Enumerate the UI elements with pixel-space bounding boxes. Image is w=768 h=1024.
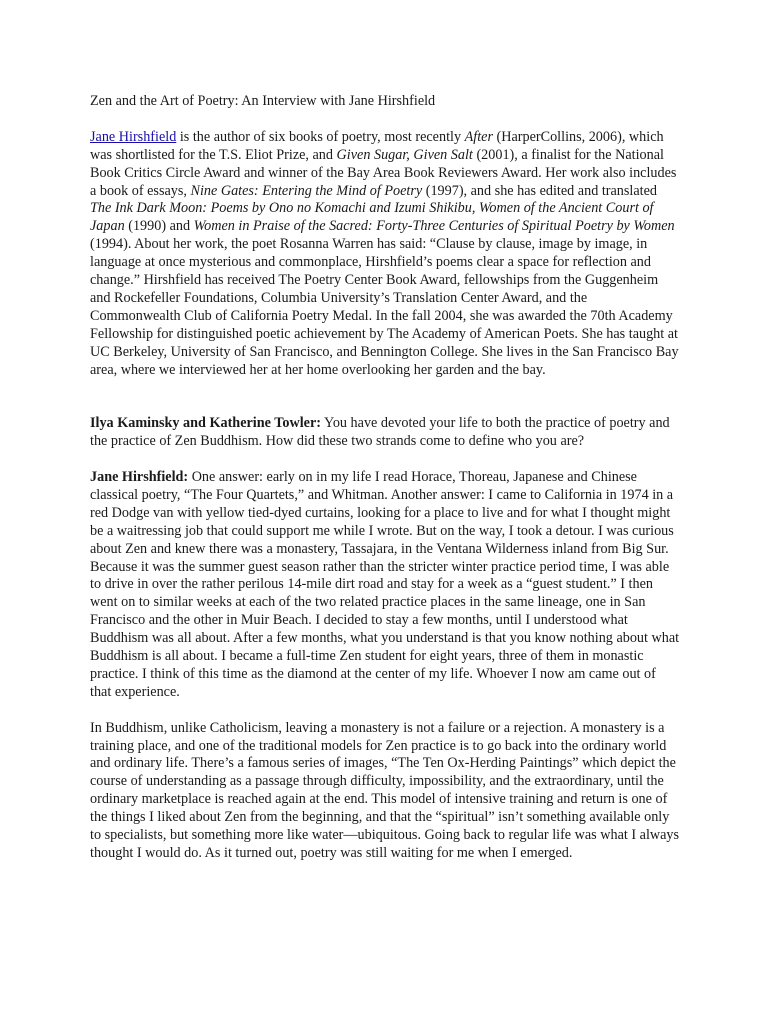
book-title-ink-dark-moon: The Ink Dark Moon: Poems by Ono no Komachi and Izumi Shikibu, Women of the Ancient Court of Japan — [90, 200, 654, 235]
bio-text-5: (1990) and — [124, 218, 194, 235]
bio-text-2: (HarperCollins, 2006), which was shortlisted for the T.S. Eliot Prize, and — [90, 128, 664, 163]
document-title: Zen and the Art of Poetry: An Interview with Jane Hirshfield — [90, 93, 436, 109]
interviewer-label: Ilya Kaminsky and Katherine Towler: — [90, 415, 321, 432]
document-body — [90, 93, 680, 881]
bio-text-3: (2001), a finalist for the National Book Critics Circle Award and winner of the Bay Area Book Reviewers Award. Her work also includes a book of essays, — [90, 146, 677, 199]
book-title-after: After — [464, 128, 493, 145]
answer-paragraph — [90, 469, 680, 702]
question-paragraph — [90, 415, 680, 451]
book-title-nine-gates: Nine Gates: Entering the Mind of Poetry — [190, 182, 423, 199]
question-text: You have devoted your life to both the practice of poetry and the practice of Zen Buddhism. How did these two strands come to define who you are? — [90, 415, 670, 450]
book-title-women-in-praise: Women in Praise of the Sacred: Forty-Three Centuries of Spiritual Poetry by Women — [193, 218, 675, 235]
bio-text-6: (1994). About her work, the poet Rosanna Warren has said: “Clause by clause, image by image, in language at once mysterious and commonplace, Hirshfield’s poems clear a space for reflection and change.” Hirshfield has received The Poetry Center Book Award, fellowships from the Guggenheim and Rockefeller Foundations, Columbia University’s Translation Center Award, and the Commonwealth Club of California Poetry Medal. In the fall 2004, she was awarded the 70th Academy Fellowship for distinguished poetic achievement by The Academy of American Poets. She has taught at UC Berkeley, University of San Francisco, and Bennington College. She lives in the San Francisco Bay area, where we interviewed her at her home overlooking her garden and the bay. — [90, 236, 679, 378]
answer-text: One answer: early on in my life I read Horace, Thoreau, Japanese and Chinese classical poetry, “The Four Quartets,” and Whitman. Another answer: I came to California in 1974 in a red Dodge van with yellow tied-dyed curtains, looking for a place to live and for what I thought might be a waitressing job that could support me while I wrote. But on the way, I took a detour. I was curious about Zen and knew there was a monastery, Tassajara, in the Ventana Wilderness inland from Big Sur. Because it was the summer guest season rather than the stricter winter practice period time, I was able to drive in over the rather perilous 14-mile dirt road and stay for a week as a “guest student.” I then went on to similar weeks at each of the two related practice places in the same lineage, one in San Francisco and the other in Muir Beach. I decided to stay a few months, until I understood what Buddhism was all about. After a few months, what you understand is that you know nothing about what Buddhism is all about. I became a full-time Zen student for eight years, three of them in monastic practice. I think of this time as the diamond at the center of my life. Whoever I now am came out of that experience. — [90, 468, 680, 700]
section-spacer — [90, 397, 680, 415]
author-link[interactable]: Jane Hirshfield — [90, 128, 177, 145]
book-title-given-sugar: Given Sugar, Given Salt — [336, 146, 473, 163]
bio-text-4: (1997), and she has edited and translated — [422, 182, 657, 199]
interviewee-label: Jane Hirshfield: — [90, 468, 189, 485]
bio-paragraph — [90, 129, 680, 380]
bio-text-1: is the author of six books of poetry, most recently — [176, 128, 465, 145]
answer-continuation-paragraph: In Buddhism, unlike Catholicism, leaving a monastery is not a failure or a rejection. A monastery is a training place, and one of the traditional models for Zen practice is to go back into the ordinary world and ordinary life. There’s a famous series of images, “The Ten Ox-Herding Paintings” which depict the course of understanding as a passage through difficulty, impossibility, and the extraordinary, until the ordinary marketplace is reached again at the end. This model of intensive training and return is one of the things I liked about Zen from the beginning, and that the “spiritual” isn’t something available only to specialists, but something more like water—ubiquitous. Going back to regular life was what I always thought I would do. As it turned out, poetry was still waiting for me when I emerged. — [90, 719, 680, 861]
